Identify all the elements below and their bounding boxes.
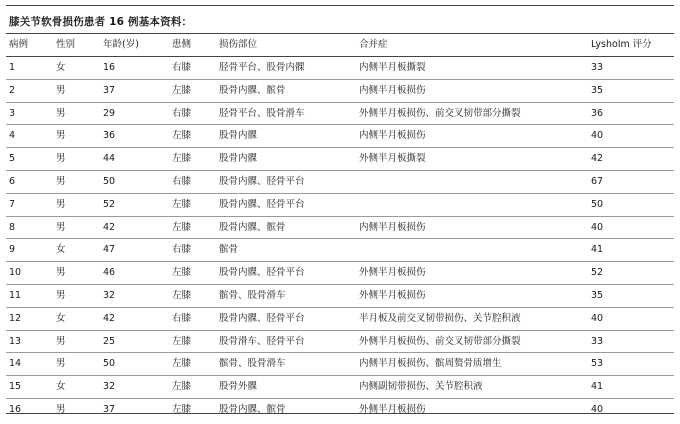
table-row (6, 398, 674, 421)
cell-score: 36 (591, 107, 604, 119)
cell-id: 6 (9, 175, 16, 187)
cell-side: 左膝 (172, 381, 192, 393)
table-row (6, 193, 674, 216)
cell-complication: 半月板及前交叉韧带损伤、关节腔积液 (359, 312, 521, 324)
cell-id: 13 (9, 335, 22, 347)
cell-side: 左膝 (172, 221, 192, 233)
cell-sex: 女 (56, 244, 66, 256)
cell-complication: 内侧半月板损伤 (359, 221, 426, 233)
cell-side: 右膝 (172, 244, 192, 256)
cell-complication: 内侧半月板损伤 (359, 84, 426, 96)
cell-side: 右膝 (172, 62, 192, 73)
cell-age: 25 (103, 335, 116, 347)
table-row (6, 375, 674, 398)
table-row (6, 307, 674, 330)
cell-sex: 男 (56, 153, 66, 165)
cell-score: 50 (591, 198, 604, 210)
table-row (6, 330, 674, 353)
cell-site: 股骨内髁、胫骨平台 (219, 198, 305, 210)
header-id: 病例 (9, 39, 29, 50)
header-age: 年龄(岁) (103, 39, 139, 50)
table-bottom-rule (6, 413, 674, 414)
cell-site: 股骨内髁、髌骨 (219, 84, 286, 96)
cell-age: 32 (103, 381, 116, 393)
cell-sex: 男 (56, 175, 66, 187)
cell-id: 1 (9, 62, 16, 73)
cell-sex: 男 (56, 289, 66, 301)
header-score: Lysholm 评分 (591, 39, 652, 50)
cell-age: 42 (103, 312, 116, 324)
cell-id: 10 (9, 267, 22, 279)
cell-age: 46 (103, 267, 116, 279)
cell-site: 股骨内髁、胫骨平台 (219, 312, 305, 324)
table-row (6, 261, 674, 284)
cell-complication: 内侧半月板损伤 (359, 130, 426, 142)
cell-sex: 男 (56, 198, 66, 210)
cell-score: 53 (591, 358, 604, 370)
cell-score: 33 (591, 335, 604, 347)
cell-site: 股骨内髁、髌骨 (219, 403, 286, 415)
cell-sex: 男 (56, 84, 66, 96)
cell-complication: 外侧半月板损伤 (359, 403, 426, 415)
cell-side: 左膝 (172, 335, 192, 347)
table-row (6, 238, 674, 261)
cell-site: 髌骨、股骨滑车 (219, 358, 286, 370)
cell-complication: 内侧半月板损伤、髌周赘骨质增生 (359, 358, 502, 370)
cell-score: 52 (591, 267, 604, 279)
header-sex: 性别 (56, 39, 76, 50)
cell-id: 14 (9, 358, 22, 370)
cell-id: 15 (9, 381, 22, 393)
table-row (6, 170, 674, 193)
cell-sex: 男 (56, 267, 66, 279)
table-row (6, 352, 674, 375)
cell-site: 髌骨、股骨滑车 (219, 289, 286, 301)
cell-score: 41 (591, 244, 604, 256)
cell-id: 11 (9, 289, 22, 301)
cell-side: 左膝 (172, 153, 192, 165)
cell-sex: 男 (56, 358, 66, 370)
cell-site: 股骨内髁 (219, 153, 258, 165)
cell-complication: 外侧半月板损伤 (359, 289, 426, 301)
cell-site: 胫骨平台、股骨内髁 (219, 62, 305, 73)
cell-score: 35 (591, 289, 604, 301)
cell-site: 股骨内髁、髌骨 (219, 221, 286, 233)
table-top-rule (6, 5, 674, 6)
cell-sex: 男 (56, 335, 66, 347)
cell-age: 16 (103, 62, 116, 73)
table-row (6, 79, 674, 102)
cell-score: 67 (591, 175, 604, 187)
header-complication: 合并症 (359, 39, 388, 50)
table-caption: 膝关节软骨损伤患者 16 例基本资料： (9, 16, 193, 28)
cell-complication: 外侧半月板撕裂 (359, 153, 426, 165)
cell-age: 42 (103, 221, 116, 233)
cell-age: 44 (103, 153, 116, 165)
cell-site: 股骨滑车、胫骨平台 (219, 335, 305, 347)
cell-age: 47 (103, 244, 116, 256)
table-row (6, 56, 674, 79)
cell-side: 左膝 (172, 198, 192, 210)
cell-score: 40 (591, 312, 604, 324)
cell-side: 左膝 (172, 358, 192, 370)
cell-complication: 外侧半月板损伤、前交叉韧带部分撕裂 (359, 335, 521, 347)
cell-side: 右膝 (172, 107, 192, 119)
cell-age: 36 (103, 130, 116, 142)
table-header-row (0, 34, 680, 56)
cell-site: 髌骨 (219, 244, 239, 256)
cell-age: 50 (103, 175, 116, 187)
cell-complication: 内侧副韧带损伤、关节腔积液 (359, 381, 483, 393)
table-row (6, 102, 674, 125)
cell-complication: 内侧半月板撕裂 (359, 62, 426, 73)
cell-sex: 男 (56, 130, 66, 142)
cell-id: 4 (9, 130, 16, 142)
cell-side: 右膝 (172, 312, 192, 324)
cell-sex: 男 (56, 403, 66, 415)
cell-sex: 女 (56, 312, 66, 324)
cell-side: 左膝 (172, 84, 192, 96)
table-row (6, 124, 674, 147)
cell-complication: 外侧半月板损伤 (359, 267, 426, 279)
header-site: 损伤部位 (219, 39, 258, 50)
cell-side: 左膝 (172, 403, 192, 415)
cell-id: 3 (9, 107, 16, 119)
table-row (6, 147, 674, 170)
cell-score: 42 (591, 153, 604, 165)
cell-site: 股骨外髁 (219, 381, 258, 393)
cell-id: 5 (9, 153, 16, 165)
cell-side: 右膝 (172, 175, 192, 187)
cell-id: 7 (9, 198, 16, 210)
cell-id: 2 (9, 84, 16, 96)
cell-age: 50 (103, 358, 116, 370)
cell-score: 40 (591, 130, 604, 142)
cell-id: 8 (9, 221, 16, 233)
cell-score: 40 (591, 221, 604, 233)
cell-site: 胫骨平台、股骨滑车 (219, 107, 305, 119)
cell-score: 35 (591, 84, 604, 96)
cell-age: 32 (103, 289, 116, 301)
cell-sex: 女 (56, 62, 66, 73)
cell-id: 16 (9, 403, 22, 415)
header-side: 患侧 (172, 39, 192, 50)
cell-age: 37 (103, 403, 116, 415)
cell-complication: 外侧半月板损伤、前交叉韧带部分撕裂 (359, 107, 521, 119)
cell-sex: 女 (56, 381, 66, 393)
cell-site: 股骨内髁 (219, 130, 258, 142)
cell-side: 左膝 (172, 289, 192, 301)
cell-side: 左膝 (172, 130, 192, 142)
cell-sex: 男 (56, 221, 66, 233)
cell-age: 52 (103, 198, 116, 210)
cell-score: 40 (591, 403, 604, 415)
cell-age: 37 (103, 84, 116, 96)
cell-site: 股骨内髁、胫骨平台 (219, 175, 305, 187)
cell-id: 9 (9, 244, 16, 256)
table-row (6, 284, 674, 307)
cell-sex: 男 (56, 107, 66, 119)
table-body (0, 56, 680, 421)
cell-side: 左膝 (172, 267, 192, 279)
cell-score: 41 (591, 381, 604, 393)
cell-age: 29 (103, 107, 116, 119)
cell-id: 12 (9, 312, 22, 324)
cell-score: 33 (591, 62, 604, 73)
cell-site: 股骨内髁、胫骨平台 (219, 267, 305, 279)
table-row (6, 216, 674, 239)
